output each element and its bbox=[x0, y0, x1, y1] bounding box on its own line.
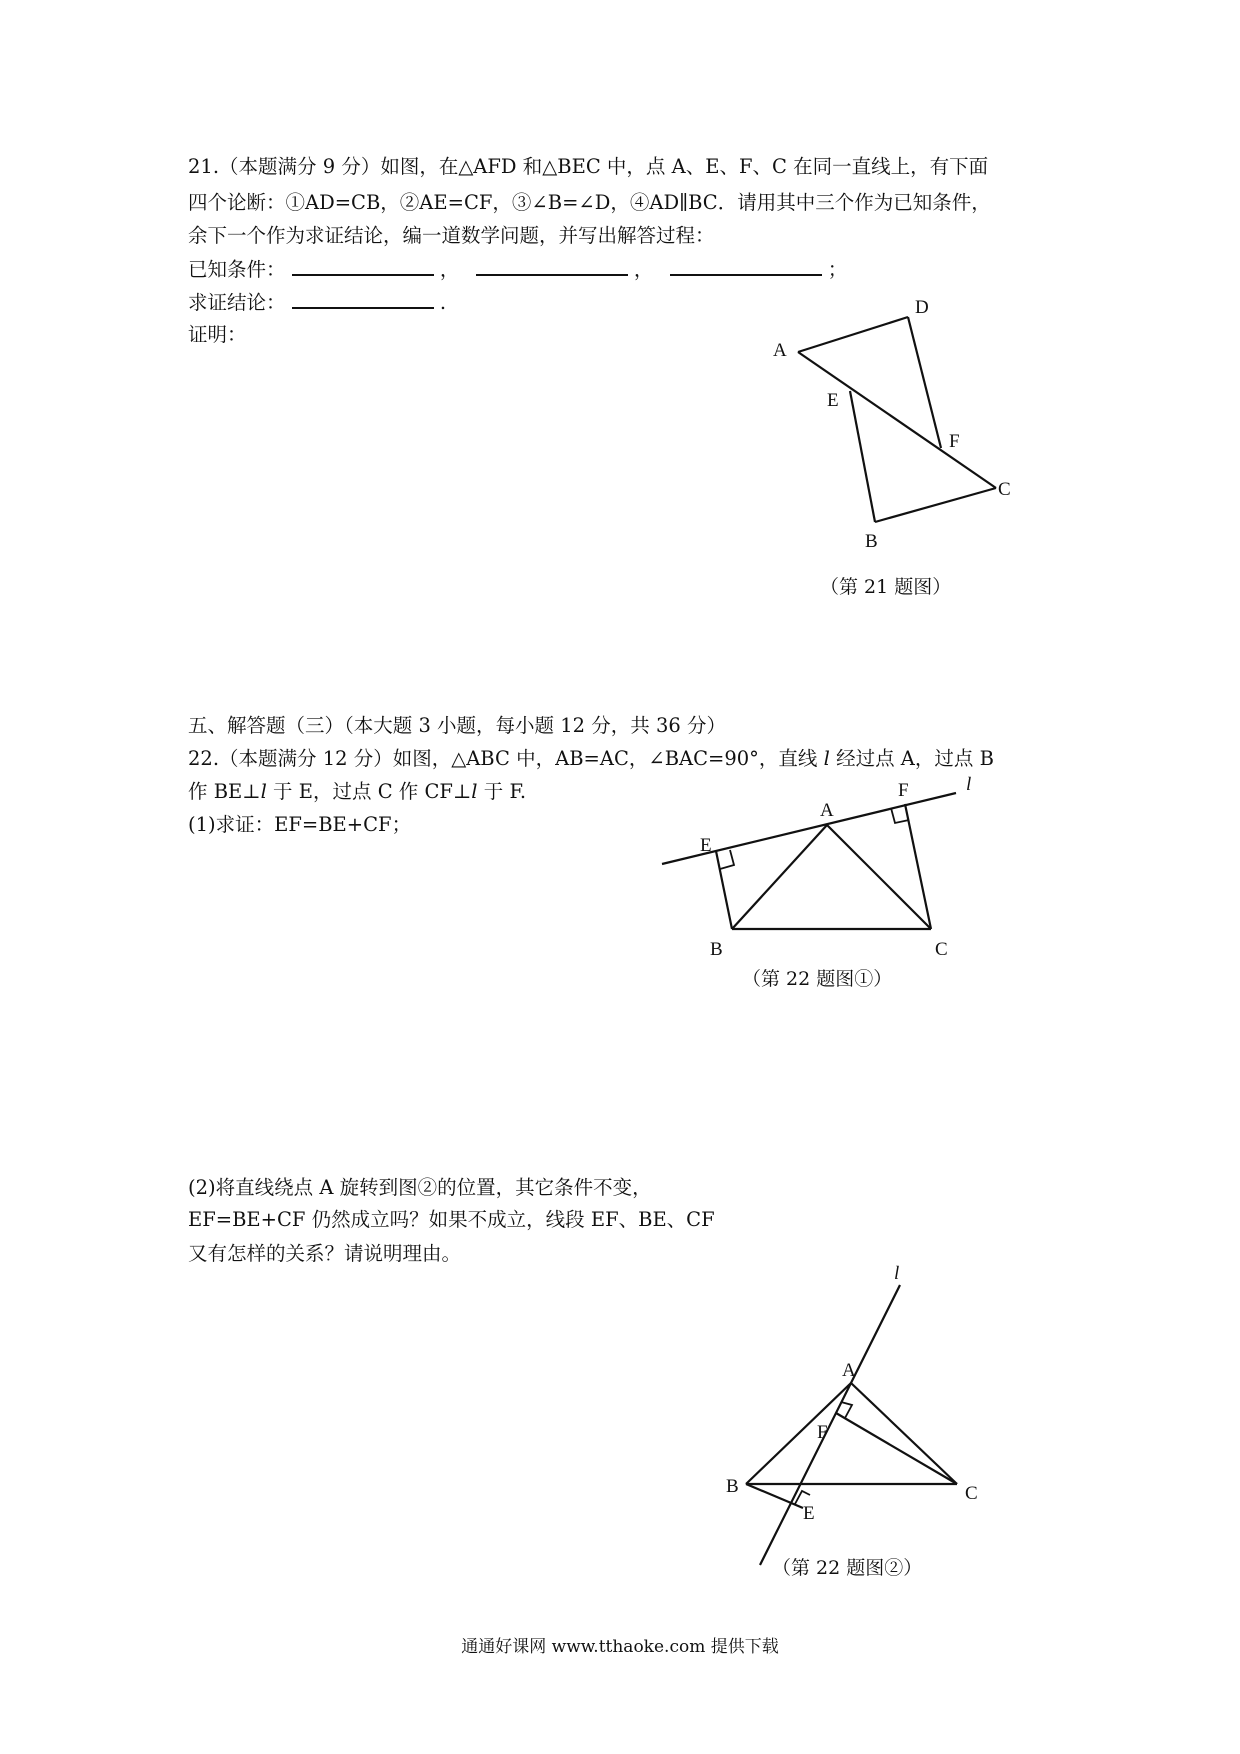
given-blank-2[interactable] bbox=[476, 256, 628, 276]
segment-AB bbox=[732, 825, 827, 929]
q22-part-1: (1)求证：EF=BE+CF； bbox=[188, 813, 412, 836]
label-E: E bbox=[803, 1503, 815, 1524]
label-A: A bbox=[773, 340, 787, 361]
right-angle-F bbox=[841, 1402, 852, 1418]
label-F: F bbox=[949, 431, 960, 452]
q21-line-1: 21.（本题满分 9 分）如图，在△AFD 和△BEC 中，点 A、E、F、C 在同一直线上，有下面 bbox=[188, 155, 989, 178]
q21-conclusion-row bbox=[188, 289, 446, 316]
q22-line-2 bbox=[188, 779, 526, 805]
q22-figure-1 bbox=[650, 760, 980, 960]
page-footer: 通通好课网 www.tthaoke.com 提供下载 bbox=[461, 1637, 779, 1657]
segment-CF bbox=[905, 804, 931, 929]
q22-line-1-l: l bbox=[823, 747, 830, 770]
q22-line-2-a: 作 BE⊥ bbox=[188, 780, 261, 803]
q22-line-2-c: 于 F. bbox=[477, 780, 527, 803]
segment-AD bbox=[798, 317, 908, 352]
label-B: B bbox=[726, 1476, 739, 1497]
segment-CB bbox=[875, 488, 996, 522]
label-E: E bbox=[700, 835, 712, 856]
label-F: F bbox=[817, 1422, 828, 1443]
q22-part-2-line-1: (2)将直线绕点 A 旋转到图②的位置，其它条件不变， bbox=[188, 1176, 652, 1199]
q22-figure-2-caption: （第 22 题图②） bbox=[772, 1557, 923, 1579]
conclusion-end: . bbox=[439, 291, 447, 314]
label-E: E bbox=[827, 390, 839, 411]
label-B: B bbox=[710, 939, 723, 960]
given-end: ； bbox=[827, 258, 848, 281]
q21-proof-label: 证明： bbox=[188, 323, 247, 346]
segment-AC bbox=[798, 352, 996, 488]
q21-given-row bbox=[188, 256, 847, 283]
q22-figure-1-caption: （第 22 题图①） bbox=[742, 968, 893, 990]
label-C: C bbox=[965, 1483, 978, 1504]
q21-line-2: 四个论断：①AD=CB，②AE=CF，③∠B=∠D，④AD∥BC．请用其中三个作为已知条件， bbox=[188, 191, 991, 214]
segment-BE bbox=[716, 851, 732, 929]
given-label: 已知条件： bbox=[188, 258, 286, 281]
q22-part-2-line-3: 又有怎样的关系？请说明理由。 bbox=[188, 1242, 462, 1265]
given-blank-1[interactable] bbox=[292, 256, 434, 276]
label-C: C bbox=[998, 479, 1011, 500]
segment-DF bbox=[908, 317, 941, 448]
q22-figure-2 bbox=[700, 1265, 1000, 1585]
q21-figure bbox=[760, 290, 1030, 560]
segment-AC bbox=[851, 1383, 957, 1484]
segment-BE bbox=[850, 391, 875, 522]
q22-line-1-b: 经过点 A，过点 B bbox=[829, 747, 994, 770]
conclusion-blank[interactable] bbox=[292, 289, 434, 309]
q22-part-2-line-2: EF=BE+CF 仍然成立吗？如果不成立，线段 EF、BE、CF bbox=[188, 1208, 715, 1231]
q22-line-2-l2: l bbox=[471, 780, 478, 803]
label-F: F bbox=[898, 780, 909, 801]
label-C: C bbox=[935, 939, 948, 960]
label-B: B bbox=[865, 531, 878, 552]
conclusion-label: 求证结论： bbox=[188, 291, 286, 314]
label-D: D bbox=[915, 297, 929, 318]
given-separator-1: ， bbox=[439, 258, 460, 281]
segment-AB bbox=[746, 1383, 851, 1484]
given-blank-3[interactable] bbox=[670, 256, 822, 276]
q22-line-2-l1: l bbox=[260, 780, 267, 803]
section-5-heading: 五、解答题（三）（本大题 3 小题，每小题 12 分，共 36 分） bbox=[188, 714, 726, 737]
given-separator-2: ， bbox=[633, 258, 654, 281]
label-A: A bbox=[820, 800, 834, 821]
q22-line-2-b: 于 E，过点 C 作 CF⊥ bbox=[266, 780, 472, 803]
q22-line-1-a: 22.（本题满分 12 分）如图，△ABC 中，AB=AC，∠BAC=90°，直线 bbox=[188, 747, 824, 770]
segment-AC bbox=[827, 825, 931, 929]
segment-CF bbox=[836, 1413, 957, 1484]
right-angle-E bbox=[720, 850, 734, 869]
label-l: l bbox=[894, 1265, 900, 1284]
line-l bbox=[760, 1285, 900, 1565]
label-l: l bbox=[966, 774, 972, 795]
q21-figure-caption: （第 21 题图） bbox=[820, 576, 952, 598]
q21-line-3: 余下一个作为求证结论，编一道数学问题，并写出解答过程： bbox=[188, 224, 715, 247]
label-A: A bbox=[842, 1360, 856, 1381]
